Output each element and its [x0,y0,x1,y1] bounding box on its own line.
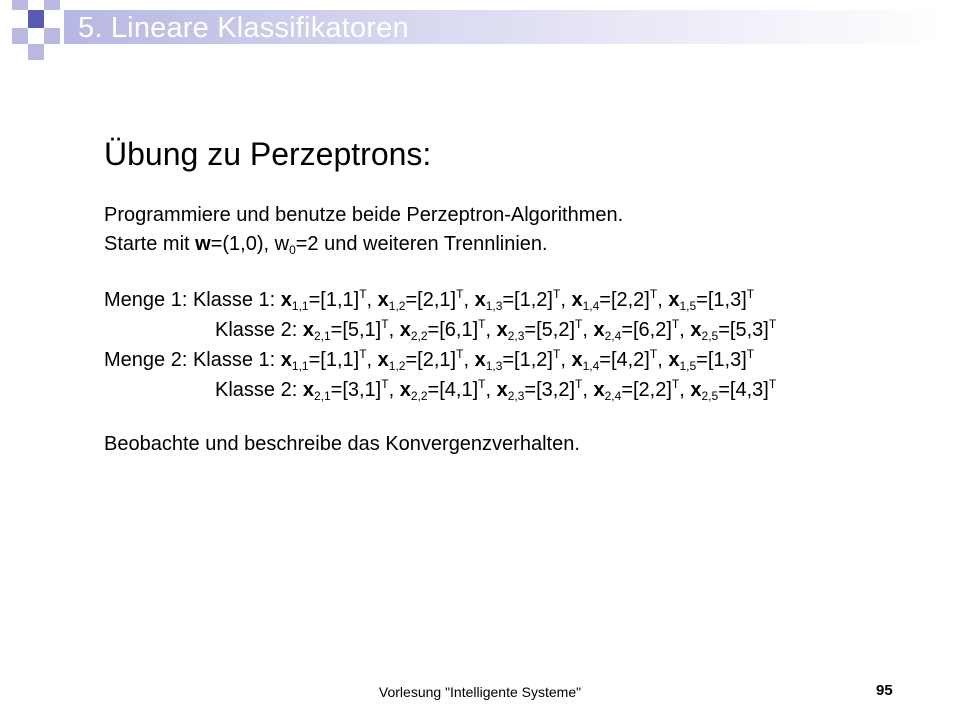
deco-square [44,28,60,44]
point-item [497,379,583,401]
separator: , [657,289,669,311]
deco-square [28,44,44,60]
set-line [104,348,754,372]
vector-symbol: x [571,349,583,371]
point-index: 1,2 [388,359,406,373]
separator: , [657,349,669,371]
vector-symbol: x [302,379,314,401]
deco-square [12,0,28,10]
point-value: =[4,2] [599,349,650,371]
point-index: 1,3 [485,359,503,373]
point-index: 2,2 [410,329,428,343]
point-index: 1,4 [582,359,600,373]
vector-symbol: x [690,319,702,341]
point-index: 1,5 [679,299,697,313]
class-label: Klasse 2: [215,379,303,401]
point-index: 1,5 [679,359,697,373]
point-index: 1,1 [291,299,309,313]
point-value: =[1,1] [308,289,360,311]
instruction-line: Beobachte und beschreibe das Konvergenzverhalten. [104,433,580,455]
point-index: 1,4 [582,299,600,313]
start-line [104,232,548,256]
vector-symbol: x [399,379,411,401]
separator: , [679,379,691,401]
set-label: Menge 2: [104,349,193,371]
point-value: =[1,2] [502,289,553,311]
transpose-mark: T [768,317,777,331]
point-item [594,379,680,401]
point-item [281,289,367,311]
separator: , [463,349,475,371]
vector-symbol: x [496,379,508,401]
vector-symbol: x [302,319,314,341]
w-value: =(1,0), w [210,233,290,255]
transpose-mark: T [746,287,755,301]
vector-symbol: x [377,349,389,371]
transpose-mark: T [552,287,561,301]
point-index: 2,2 [410,389,428,403]
w0-subscript: 0 [289,243,296,257]
point-value: =[5,1] [330,319,382,341]
point-index: 2,1 [313,389,331,403]
point-item [571,349,657,371]
separator: , [560,289,572,311]
point-item [475,289,561,311]
point-index: 2,3 [507,389,525,403]
separator: , [582,379,594,401]
vector-symbol: x [280,289,292,311]
point-index: 1,1 [291,359,309,373]
point-item [303,379,389,401]
point-item [378,289,464,311]
vector-symbol: x [474,349,486,371]
point-value: =[3,2] [524,379,576,401]
deco-square [12,28,28,44]
start-prefix: Starte mit [104,233,196,255]
set-label: Menge 1: [104,289,193,311]
slide-heading: Übung zu Perzeptrons: [104,136,432,172]
transpose-mark: T [381,377,389,391]
separator: , [485,319,497,341]
vector-symbol: x [690,379,702,401]
separator: , [366,349,378,371]
transpose-mark: T [552,347,561,361]
footer-course: Vorlesung "Intelligente Systeme" [378,684,582,700]
point-value: =[1,3] [696,289,747,311]
page-number: 95 [876,682,893,699]
point-item [400,379,486,401]
transpose-mark: T [456,287,464,301]
point-value: =[1,3] [696,349,747,371]
transpose-mark: T [456,347,464,361]
w-symbol: w [195,233,211,255]
separator: , [388,319,400,341]
slide-title: 5. Lineare Klassifikatoren [78,12,409,44]
point-item [690,319,776,341]
transpose-mark: T [381,317,389,331]
point-index: 2,4 [604,329,622,343]
point-item [571,289,657,311]
transpose-mark: T [671,377,680,391]
point-item [668,289,754,311]
point-item [668,349,754,371]
point-value: =[2,2] [599,289,650,311]
transpose-mark: T [649,287,658,301]
set-line [215,378,776,402]
vector-symbol: x [593,319,605,341]
point-item [475,349,561,371]
separator: , [560,349,572,371]
transpose-mark: T [478,377,486,391]
point-item [594,319,680,341]
point-index: 2,3 [507,329,525,343]
transpose-mark: T [575,377,583,391]
point-item [690,379,776,401]
transpose-mark: T [768,377,777,391]
separator: , [679,319,691,341]
transpose-mark: T [478,317,486,331]
set-line [104,288,754,312]
set-line [215,318,776,342]
instruction-line: Programmiere und benutze beide Perzeptron-Algorithmen. [104,204,624,226]
vector-symbol: x [571,289,583,311]
point-value: =[4,3] [718,379,769,401]
separator: , [485,379,497,401]
vector-symbol: x [593,379,605,401]
class-label: Klasse 1: [192,349,281,371]
point-value: =[5,3] [718,319,769,341]
transpose-mark: T [746,347,755,361]
point-value: =[4,1] [427,379,479,401]
vector-symbol: x [399,319,411,341]
vector-symbol: x [496,319,508,341]
transpose-mark: T [359,347,367,361]
point-index: 2,1 [313,329,331,343]
point-value: =[2,1] [405,349,457,371]
vector-symbol: x [280,349,292,371]
transpose-mark: T [359,287,367,301]
vector-symbol: x [668,289,680,311]
point-value: =[2,2] [621,379,672,401]
class-label: Klasse 2: [215,319,303,341]
point-index: 1,2 [388,299,406,313]
point-item [378,349,464,371]
separator: , [463,289,475,311]
point-index: 2,5 [701,389,719,403]
separator: , [366,289,378,311]
point-index: 2,5 [701,329,719,343]
deco-square [28,10,44,28]
start-suffix: =2 und weiteren Trennlinien. [295,233,548,255]
point-item [303,319,389,341]
point-item [497,319,583,341]
point-value: =[2,1] [405,289,457,311]
point-item [281,349,367,371]
point-value: =[6,1] [427,319,479,341]
point-index: 2,4 [604,389,622,403]
point-value: =[6,2] [621,319,672,341]
deco-square [44,0,60,10]
point-value: =[3,1] [330,379,382,401]
transpose-mark: T [575,317,583,331]
class-label: Klasse 1: [192,289,281,311]
point-value: =[5,2] [524,319,576,341]
vector-symbol: x [474,289,486,311]
point-index: 1,3 [485,299,503,313]
separator: , [582,319,594,341]
transpose-mark: T [649,347,658,361]
vector-symbol: x [377,289,389,311]
point-item [400,319,486,341]
vector-symbol: x [668,349,680,371]
point-value: =[1,1] [308,349,360,371]
separator: , [388,379,400,401]
transpose-mark: T [671,317,680,331]
point-value: =[1,2] [502,349,553,371]
